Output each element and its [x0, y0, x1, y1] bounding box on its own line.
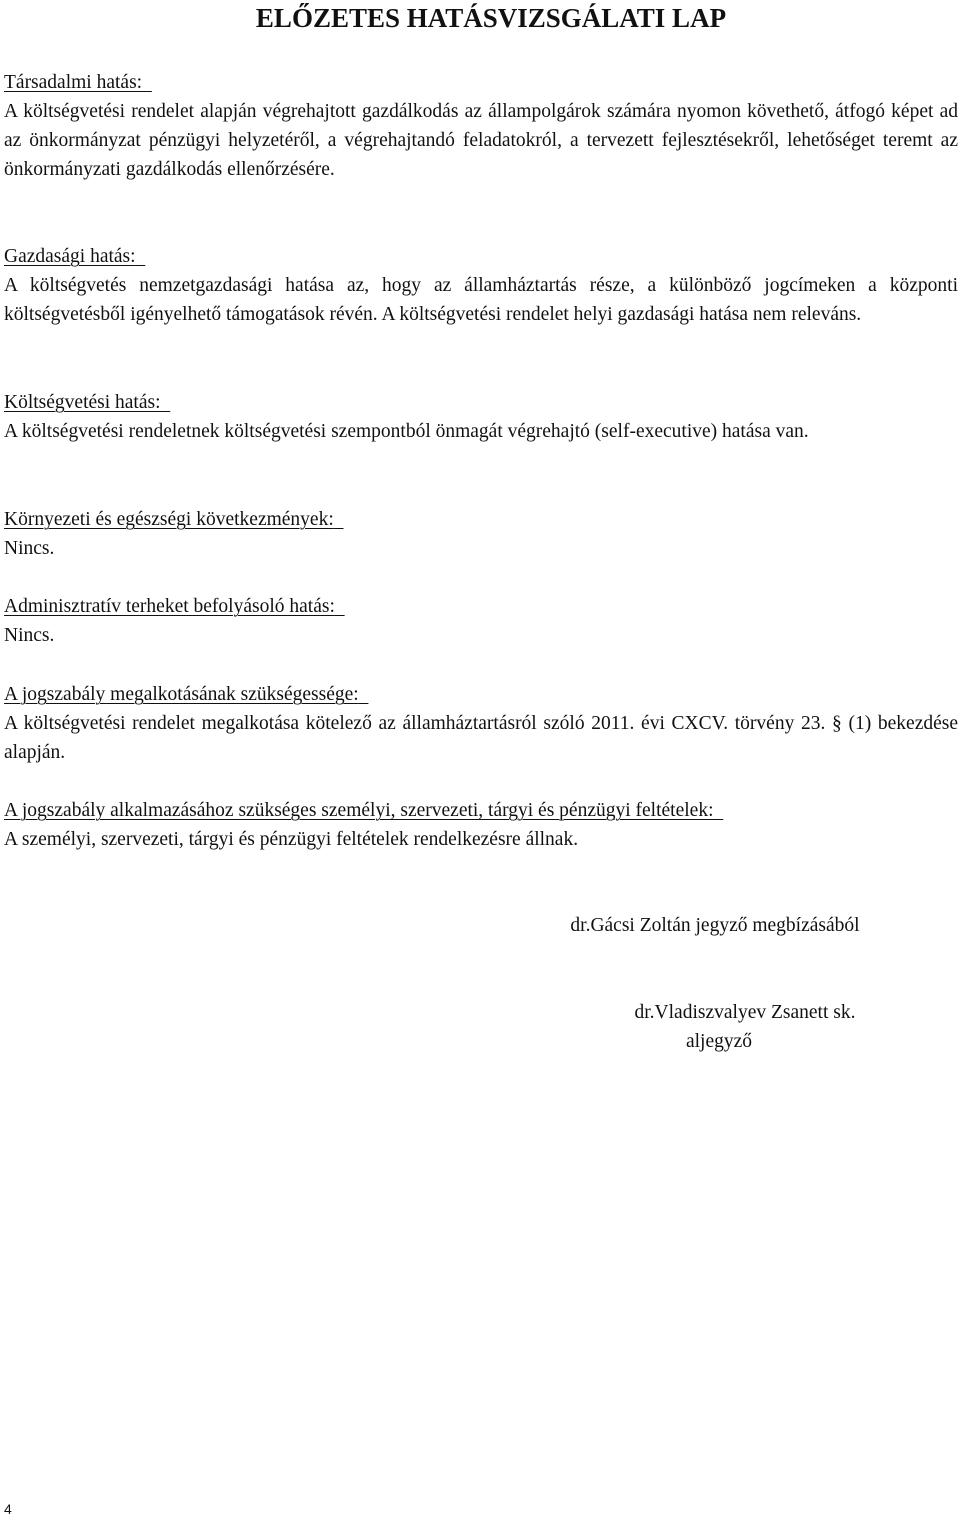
section-heading: A jogszabály alkalmazásához szükséges személyi, szervezeti, tárgyi és pénzügyi feltételek: — [4, 800, 714, 821]
section-text: Nincs. — [4, 538, 55, 559]
section-heading: Gazdasági hatás: — [4, 246, 136, 267]
signature-name: dr.Vladiszvalyev Zsanett sk. — [634, 1002, 856, 1023]
section-application-conditions — [4, 796, 958, 854]
section-budget-impact — [4, 388, 958, 446]
section-text: A költségvetési rendelet alapján végrehajtott gazdálkodás az állampolgárok számára nyomon követhető, átfogó képet ad az önkormányzat pénzügyi helyzetéről, a végrehajtandó feladatokról, a tervezett fejlesztésekről, lehetőséget teremt az önkormányzati gazdálkodás ellenőrzésére. — [4, 101, 958, 180]
section-environmental-health — [4, 505, 958, 563]
section-heading: Költségvetési hatás: — [4, 392, 161, 413]
signature-on-behalf: dr.Gácsi Zoltán jegyző megbízásából — [570, 915, 860, 936]
section-heading: Környezeti és egészségi következmények: — [4, 509, 334, 530]
section-heading: Adminisztratív terheket befolyásoló hatás: — [4, 596, 335, 617]
signature-role: aljegyző — [685, 1031, 753, 1052]
section-heading: A jogszabály megalkotásának szükségessége: — [4, 684, 359, 705]
section-economic-impact — [4, 242, 958, 329]
section-text: A személyi, szervezeti, tárgyi és pénzügyi feltételek rendelkezésre állnak. — [4, 829, 579, 850]
section-text: A költségvetés nemzetgazdasági hatása az, hogy az államháztartás része, a különböző jogcímeken a központi költségvetésből igényelhető támogatások révén. A költségvetési rendelet helyi gazdasági hatása nem releváns. — [4, 275, 958, 325]
section-legislation-necessity — [4, 680, 958, 767]
document-title: ELŐZETES HATÁSVIZSGÁLATI LAP — [255, 3, 727, 33]
section-text: Nincs. — [4, 625, 55, 646]
section-administrative-burden — [4, 592, 958, 650]
section-heading: Társadalmi hatás: — [4, 72, 143, 93]
section-text: A költségvetési rendelet megalkotása kötelező az államháztartásról szóló 2011. évi CXCV. törvény 23. § (1) bekezdése alapján. — [4, 713, 958, 763]
section-social-impact — [4, 68, 958, 184]
page-number: 4 — [4, 1501, 12, 1517]
section-text: A költségvetési rendeletnek költségvetési szempontból önmagát végrehajtó (self-executive) hatása van. — [4, 421, 809, 442]
